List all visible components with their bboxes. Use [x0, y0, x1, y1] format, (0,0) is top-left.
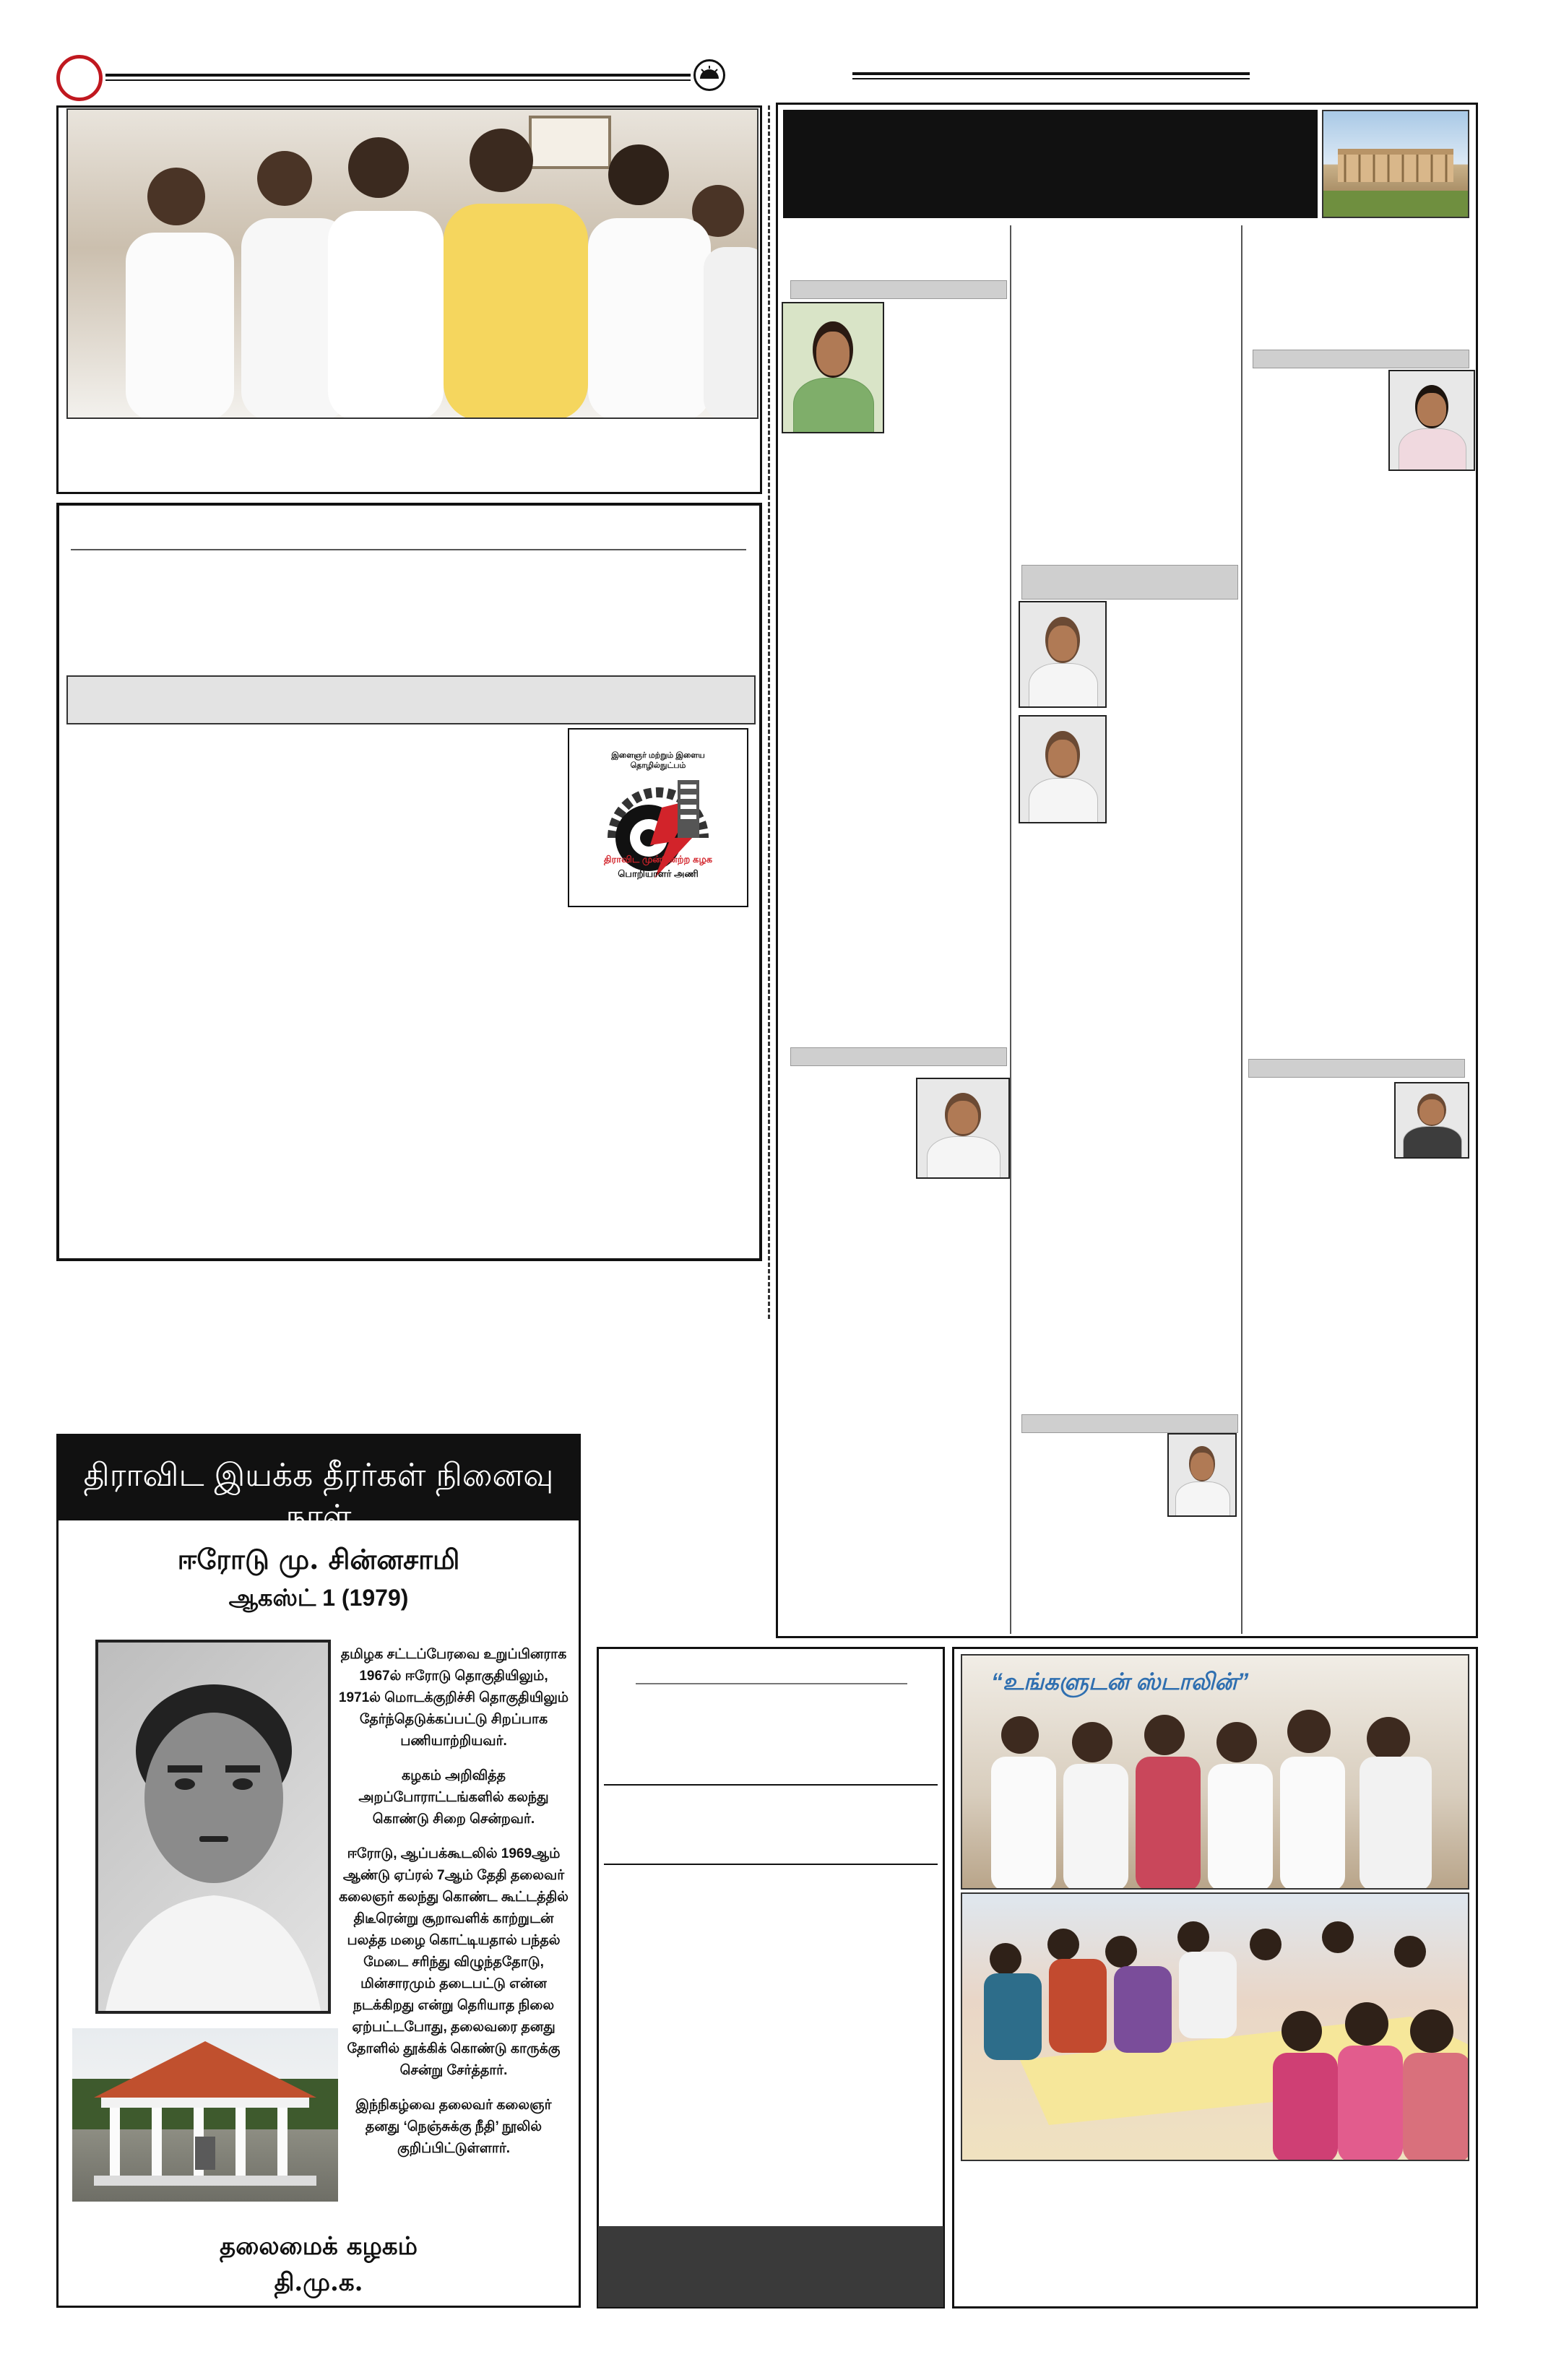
- rising-sun-emblem-icon: [693, 59, 725, 91]
- col3-subhead-bar-2: [1248, 1059, 1465, 1078]
- mp-portrait-col2-b: [1019, 715, 1107, 823]
- memorial-pavilion-photo: [72, 2028, 338, 2202]
- engineering-wing-logo: [568, 728, 748, 907]
- event-photo-top: [961, 1654, 1469, 1890]
- parliament-header-block: [783, 110, 1318, 218]
- side-column-rule-3: [604, 1864, 938, 1865]
- mp-portrait-woman: [782, 302, 884, 433]
- mp-portrait-col1-bottom: [916, 1078, 1010, 1179]
- col3-subhead-bar-1: [1253, 350, 1469, 368]
- col1-subhead-bar-2: [790, 1047, 1007, 1066]
- page-number-circle-icon: [56, 55, 103, 101]
- event-banner-text: “உங்களுடன் ஸ்டாலின்”: [991, 1669, 1249, 1695]
- side-column-rule-2: [604, 1784, 938, 1786]
- tribute-bio: [338, 1644, 569, 2222]
- tribute-banner-text: திராவிட இயக்க தீரர்கள் நினைவு நாள்: [83, 1457, 554, 1535]
- tribute-footer-line-2: தி.மு.க.: [274, 2268, 363, 2297]
- parliament-building-photo: [1322, 110, 1469, 218]
- tribute-banner: [58, 1435, 579, 1535]
- logo-line-1: திராவிட முன்னேற்ற கழக: [603, 854, 713, 865]
- masthead-rule-right: [852, 72, 1250, 75]
- col2-subhead-bar-1: [1021, 565, 1238, 600]
- side-column-rule-1: [636, 1683, 907, 1684]
- mp-portrait-col2-a: [1019, 601, 1107, 708]
- tribute-paragraph-1: தமிழக சட்டப்பேரவை உறுப்பினராக 1967ல் ஈரோடு தொகுதியிலும், 1971ல் மொடக்குறிச்சி தொகுதியிலும் தேர்ந்தெடுக்கப்பட்டு சிறப்பாக பணியாற்றியவர்.: [338, 1647, 569, 1749]
- masthead-rule-right-2: [852, 78, 1250, 79]
- col2-subhead-bar-2: [1021, 1414, 1238, 1433]
- story-headline-rule: [71, 549, 746, 550]
- mp-portrait-col2-c: [1167, 1433, 1237, 1517]
- col1-subhead-bar-1: [790, 280, 1007, 299]
- masthead-rule-left: [105, 74, 691, 77]
- lead-photo: [66, 108, 758, 419]
- center-dashed-divider: [768, 105, 770, 1319]
- mp-portrait-col3-b: [1394, 1082, 1469, 1159]
- tribute-paragraph-3: ஈரோடு, ஆப்பக்கூடலில் 1969ஆம் ஆண்டு ஏப்ரல் 7ஆம் தேதி தலைவர் கலைஞர் கலந்து கொண்ட கூட்டத்தில் திடீரென்று சூறாவளிக் காற்றுடன் பலத்த மழை கொட்டியதால் பந்தல் மேடை சரிந்து விழுந்ததோடு, மின்சாரமும் தடைபட்டு என்ன நடக்கிறது என்று தெரியாத நிலை ஏற்பட்டபோது, தலைவரை தனது தோளில் தூக்கிக் கொண்டு காருக்கு சென்று சேர்த்தார்.: [339, 1846, 569, 2078]
- side-column-box: [597, 1647, 945, 2308]
- parliament-column-rule-2: [1241, 225, 1242, 1634]
- masthead-rule-left-2: [105, 79, 691, 81]
- logo-arc-text: இளைஞர் மற்றும் இளைய தொழில்நுட்பம்: [611, 751, 705, 770]
- logo-line-2: பொறியாளர் அணி: [618, 868, 699, 879]
- parliament-column-rule-1: [1010, 225, 1011, 1634]
- tribute-portrait: [95, 1640, 331, 2014]
- story-subhead-bar: [66, 675, 756, 724]
- tribute-paragraph-4: இந்நிகழ்வை தலைவர் கலைஞர் தனது ‘நெஞ்சுக்கு நீதி’ நூலில் குறிப்பிட்டுள்ளார்.: [355, 2098, 552, 2156]
- tribute-date: ஆகஸ்ட் 1 (1979): [228, 1585, 409, 1611]
- mp-portrait-col3-a: [1388, 370, 1475, 471]
- tribute-footer-line-1: தலைமைக் கழகம்: [220, 2232, 418, 2261]
- tribute-name: ஈரோடு மு. சின்னசாமி: [177, 1543, 460, 1575]
- tribute-paragraph-2: கழகம் அறிவித்த அறப்போராட்டங்களில் கலந்து கொண்டு சிறை சென்றவர்.: [358, 1768, 549, 1827]
- side-column-footer-block: [598, 2226, 943, 2307]
- event-photo-bottom: [961, 1892, 1469, 2161]
